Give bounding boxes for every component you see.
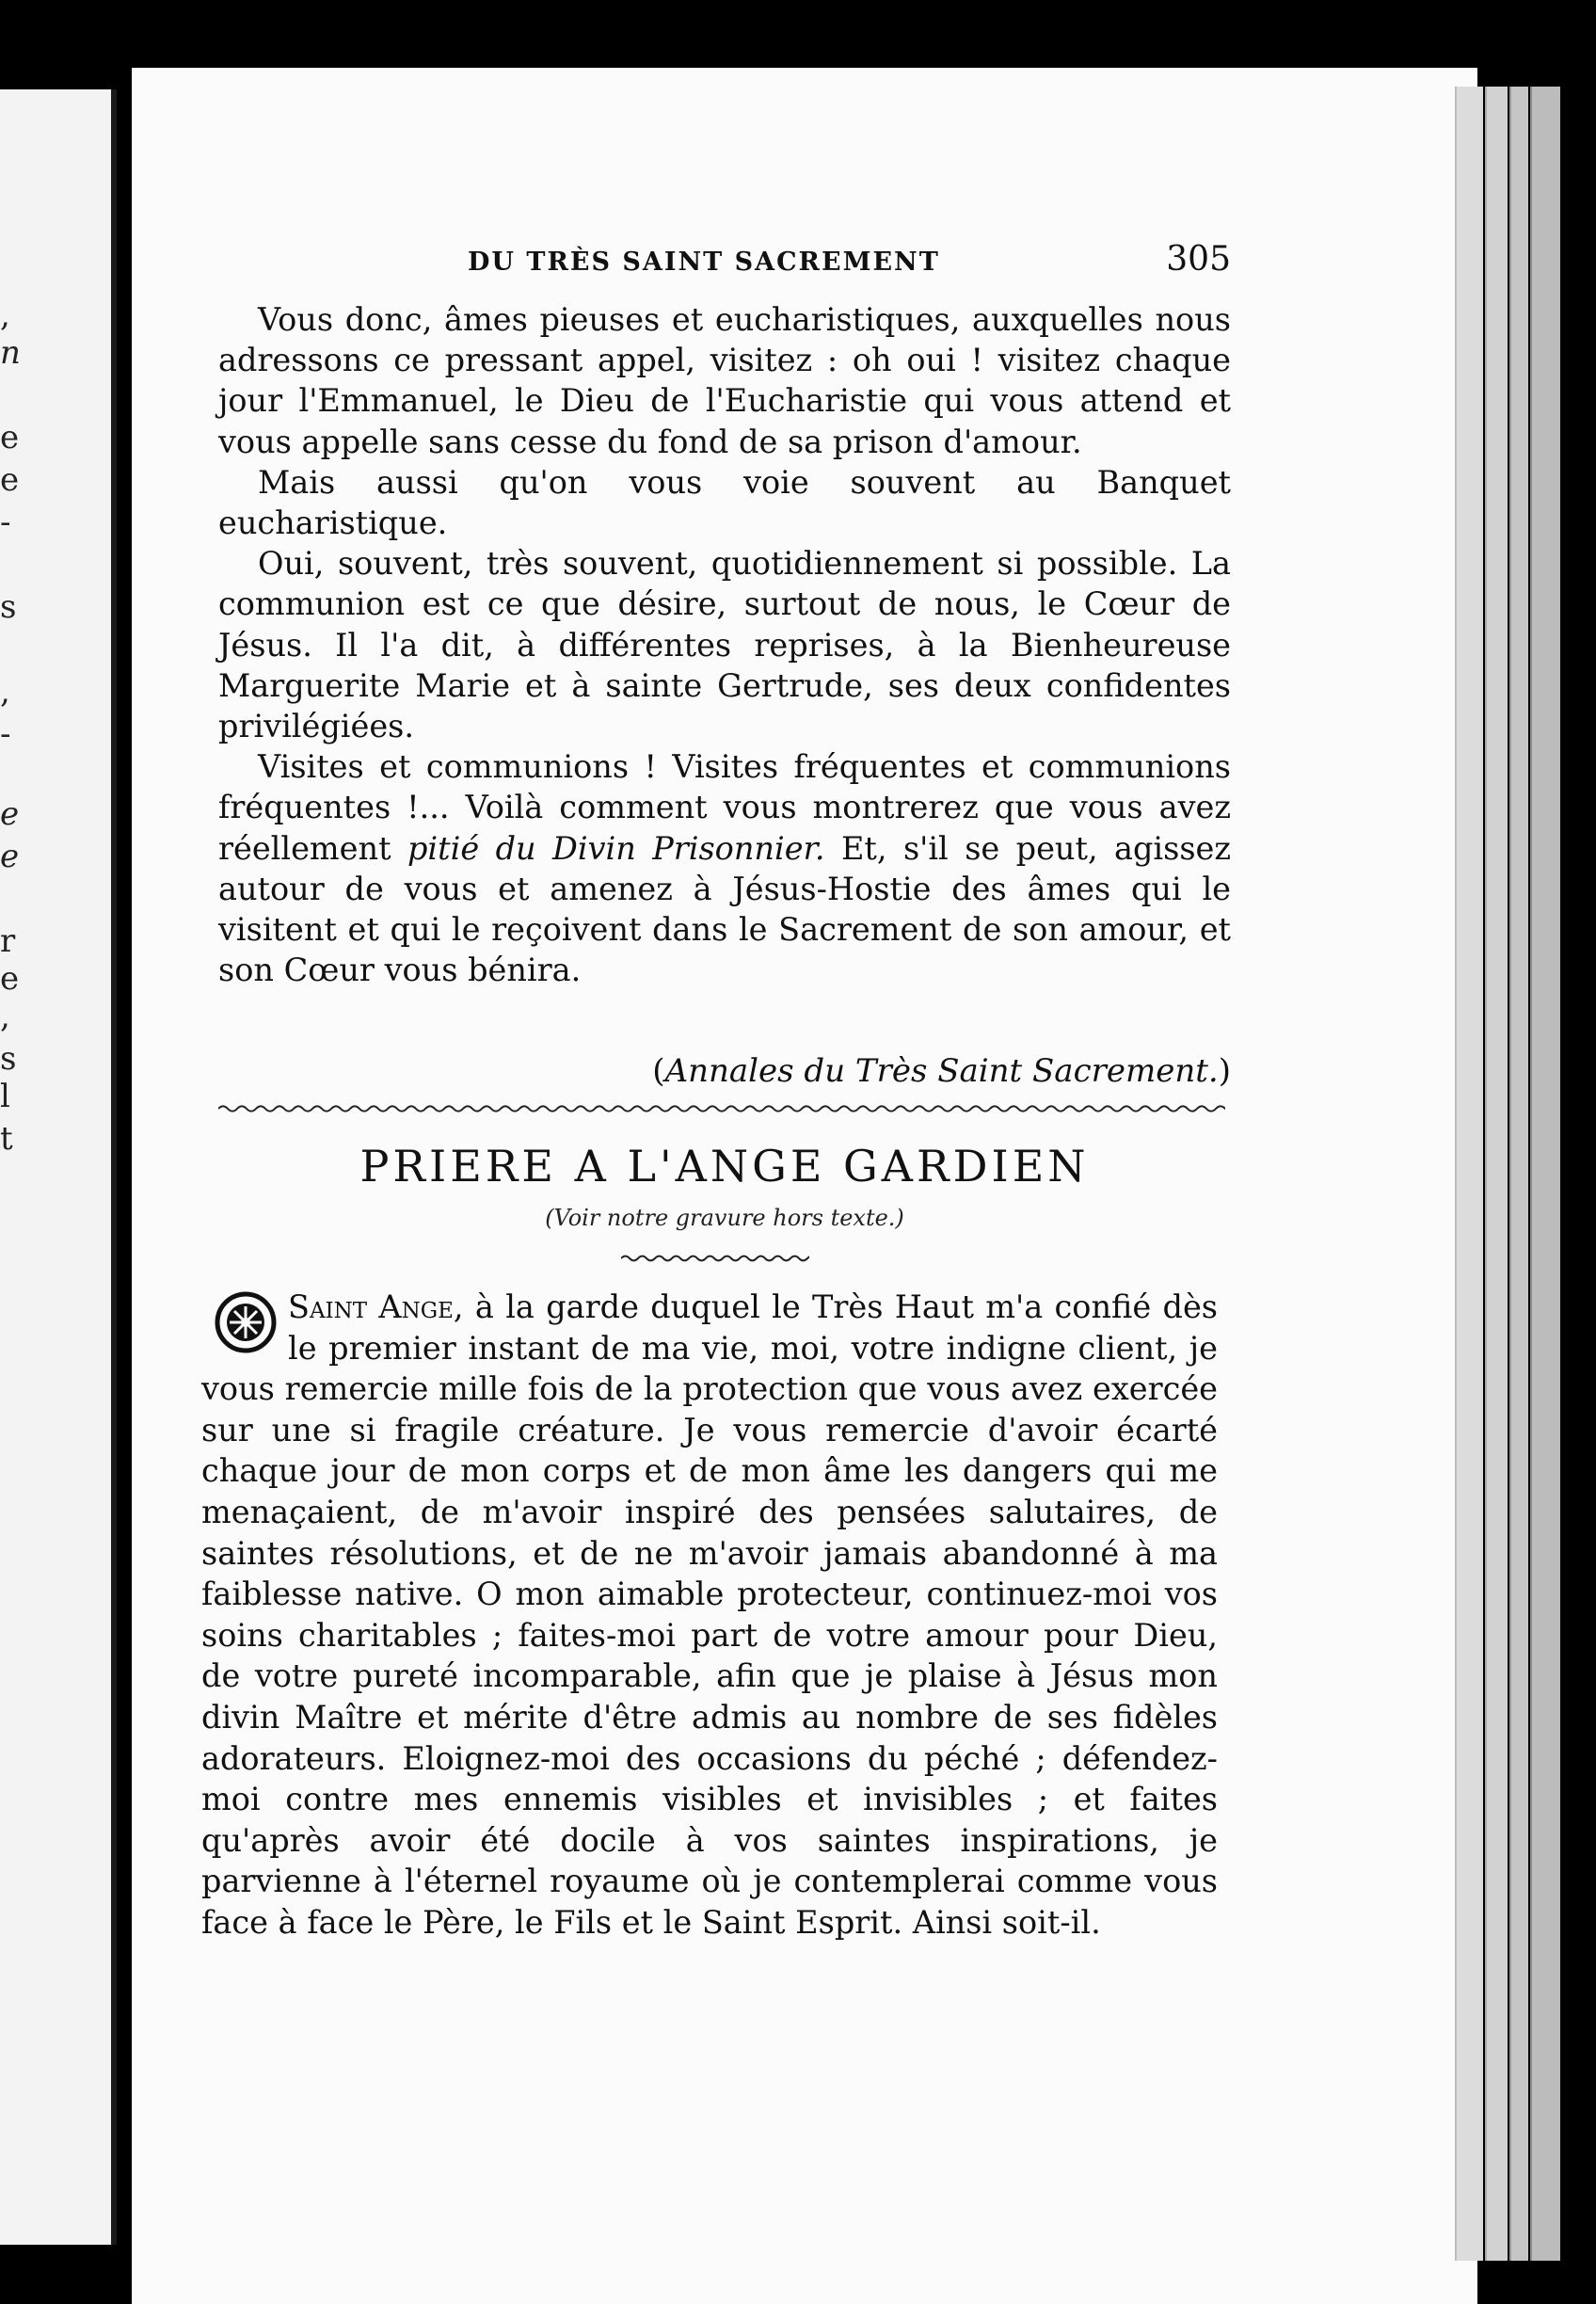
wavy-divider bbox=[218, 1101, 1225, 1116]
page-stack-edge bbox=[1509, 87, 1528, 2261]
prayer-paragraph bbox=[201, 1287, 1218, 1944]
emphasized-phrase: pitié du Divin Prisonnier. bbox=[407, 829, 825, 867]
margin-fragment: e bbox=[0, 960, 20, 998]
margin-fragment: , bbox=[0, 296, 10, 334]
paragraph: Mais aussi qu'on vous voie souvent au Banquet eucharistique. bbox=[218, 463, 1231, 542]
margin-fragment: t bbox=[0, 1120, 13, 1158]
margin-fragment: e bbox=[0, 419, 20, 456]
prayer-opening: Saint Ange, bbox=[288, 1288, 464, 1325]
paragraph-text: Visites et communions ! Visites fréquentes et communions fréquentes !... Voilà comment vous montrerez que vous avez réellement bbox=[218, 748, 1231, 867]
paragraph: Vous donc, âmes pieuses et eucharistiques, auxquelles nous adressons ce pressant appel, visitez : oh oui ! visitez chaque jour l'Emmanuel, le Dieu de l'Eucharistie qui vous attend et vous appelle sans cesse du fond de sa prison d'amour. bbox=[218, 301, 1231, 460]
paragraph-text: Et, s'il se peut, agissez autour de vous et amenez à Jésus-Hostie des âmes qui le visitent et qui le reçoivent dans le Sacrement de son amour, et son Cœur vous bénira. bbox=[218, 829, 1232, 989]
article-body bbox=[218, 299, 1231, 990]
margin-fragment: l bbox=[0, 1078, 10, 1115]
margin-fragment: e bbox=[0, 838, 20, 875]
running-head-title: DU TRÈS SAINT SACREMENT bbox=[468, 248, 940, 277]
prayer-title: PRIERE A L'ANGE GARDIEN bbox=[359, 1141, 1090, 1192]
paragraph: Oui, souvent, très souvent, quotidiennement si possible. La communion est ce que désire, surtout de nous, le Cœur de Jésus. Il l'a dit, à différentes reprises, à la Bienheureuse Marguerite Marie et à sainte Gertrude, ses deux confidentes privilégiées. bbox=[218, 545, 1231, 745]
margin-fragment: , bbox=[0, 673, 10, 711]
page-stack-edge bbox=[1530, 87, 1560, 2261]
margin-fragment: n bbox=[0, 334, 21, 372]
paragraph bbox=[218, 746, 1231, 990]
page-number: 305 bbox=[1166, 240, 1231, 279]
page-stack-edge bbox=[1485, 87, 1508, 2261]
small-wavy-divider bbox=[621, 1252, 809, 1265]
previous-page-edge bbox=[0, 89, 117, 2245]
margin-fragment: s bbox=[0, 588, 17, 626]
margin-fragment: - bbox=[0, 504, 11, 541]
attribution bbox=[652, 1052, 1231, 1090]
prayer-body bbox=[201, 1287, 1218, 1944]
margin-fragment: e bbox=[0, 795, 20, 833]
margin-fragment: , bbox=[0, 998, 10, 1035]
page-stack-edge bbox=[1455, 87, 1483, 2261]
prayer-text: à la garde duquel le Très Haut m'a confié dès le premier instant de ma vie, moi, votre indigne client, je vous remercie mille fois de la protection que vous avez exercée sur une si fragile créature. Je vous remercie d'avoir écarté chaque jour de mon corps et de mon âme les dangers qui me menaçaient, de m'avoir inspiré des pensées salutaires, de saintes résolutions, et de ne m'avoir jamais abandonné à ma faiblesse native. O mon aimable protecteur, continuez-moi vos soins charitables ; faites-moi part de votre amour pour Dieu, de votre pureté incomparable, afin que je plaise à Jésus mon divin Maître et mérite d'être admis au nombre de ses fidèles adorateurs. Eloignez-moi des occasions du péché ; défendez-moi contre mes ennemis visibles et invisibles ; et faites qu'après avoir été docile à vos saintes inspirations, je parvienne à l'éternel royaume où je contemplerai comme vous face à face le Père, le Fils et le Saint Esprit. Ainsi soit-il. bbox=[201, 1288, 1219, 1941]
attribution-open: ( bbox=[652, 1052, 665, 1090]
attribution-source: Annales du Très Saint Sacrement. bbox=[664, 1052, 1219, 1090]
margin-fragment: - bbox=[0, 715, 11, 753]
margin-fragment: s bbox=[0, 1040, 17, 1078]
prayer-subtitle: (Voir notre gravure hors texte.) bbox=[545, 1205, 904, 1231]
running-head bbox=[218, 240, 1231, 287]
margin-fragment: r bbox=[0, 922, 16, 960]
attribution-close: ) bbox=[1218, 1052, 1231, 1090]
margin-fragment: e bbox=[0, 461, 20, 499]
